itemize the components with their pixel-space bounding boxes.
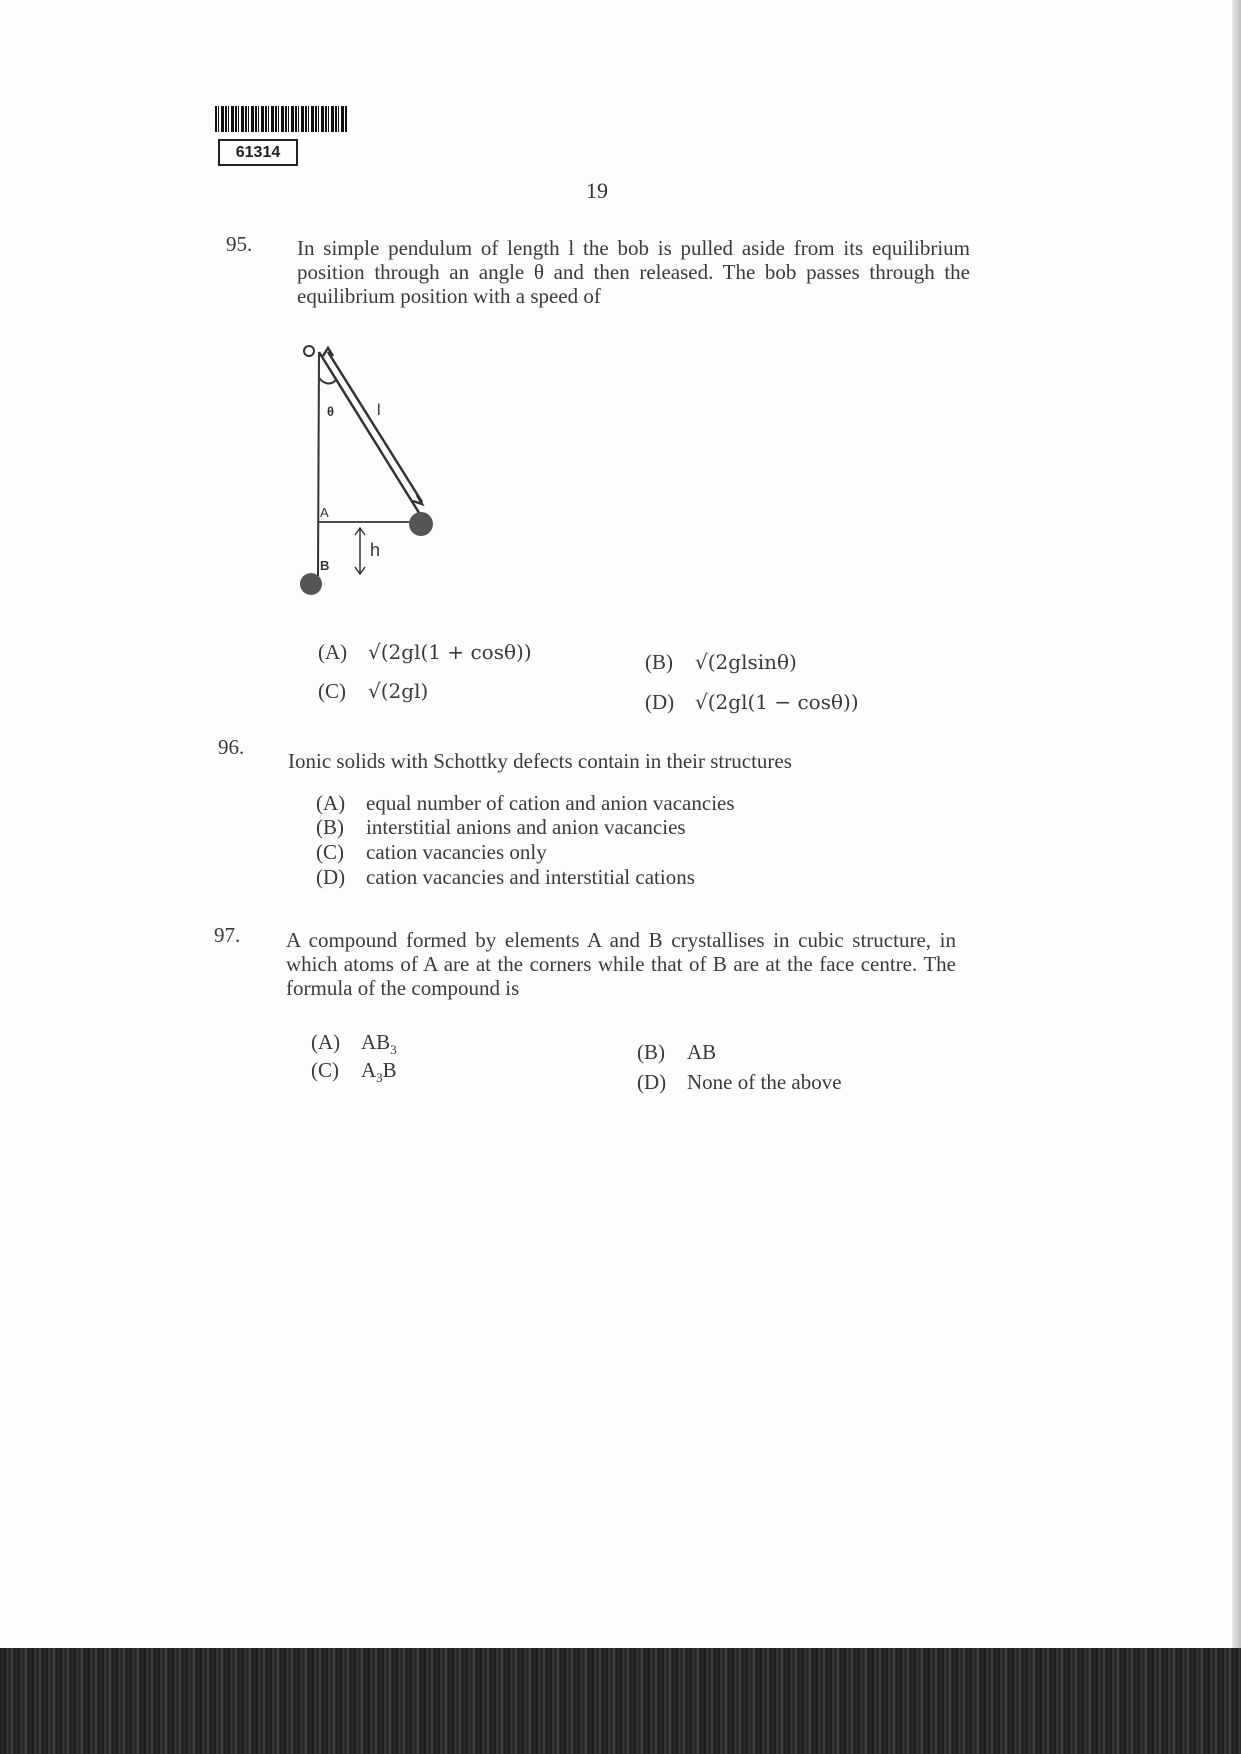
option-label: (B) (645, 650, 673, 674)
option-text: AB (361, 1030, 391, 1054)
option-text: √(2gl(1 + cosθ)) (368, 640, 532, 664)
q96-option-d (316, 865, 695, 890)
angle-label: θ (327, 404, 335, 419)
point-a-label: A (320, 505, 329, 520)
height-label: h (370, 540, 381, 560)
option-label: (D) (637, 1070, 667, 1094)
length-label: l (377, 402, 381, 419)
equilibrium-bob (300, 573, 322, 595)
option-label: (A) (316, 791, 346, 815)
option-label: (C) (316, 840, 344, 864)
option-label: (C) (318, 679, 346, 703)
displaced-string (319, 352, 421, 516)
option-text: √(2gl(1 − cosθ)) (695, 690, 859, 714)
option-text: interstitial anions and anion vacancies (366, 815, 686, 839)
option-label: (B) (316, 815, 344, 839)
option-label: (B) (637, 1040, 665, 1064)
option-text: √(2glsinθ) (695, 650, 797, 674)
option-text: cation vacancies and interstitial cations (366, 865, 695, 889)
option-label: (C) (311, 1058, 339, 1082)
q97-option-b (637, 1040, 716, 1065)
option-text: None of the above (687, 1070, 842, 1094)
option-label: (D) (316, 865, 346, 889)
scanner-background (0, 1648, 1241, 1754)
q96-option-c (316, 840, 547, 865)
q95-option-d (645, 690, 859, 715)
scan-edge (1232, 0, 1241, 1648)
option-label: (D) (645, 690, 675, 714)
option-subscript: 3 (390, 1042, 397, 1058)
displaced-bob (409, 512, 433, 536)
question-96-number: 96. (218, 735, 245, 759)
pivot-point (304, 346, 314, 356)
q96-option-b (316, 815, 686, 840)
option-text: √(2gl) (368, 679, 429, 703)
q95-option-c (318, 679, 428, 704)
question-97-text: A compound formed by elements A and B crystallises in cubic structure, in which atoms of A are at the corners while that of B are at the face centre. The formula of the compound is (286, 928, 956, 1000)
question-96-text: Ionic solids with Schottky defects contain in their structures (288, 749, 792, 773)
question-95-text: In simple pendulum of length l the bob is pulled aside from its equilibrium position through an angle θ and then released. The bob passes through the equilibrium position with a speed of (297, 236, 970, 308)
paper-code: 61314 (218, 139, 298, 166)
pendulum-diagram (298, 338, 448, 608)
length-arrow-head-bottom (413, 495, 422, 504)
question-97-number: 97. (214, 923, 241, 947)
option-text: equal number of cation and anion vacancies (366, 791, 735, 815)
option-text-post: B (382, 1058, 397, 1082)
q95-option-b (645, 650, 797, 675)
q97-option-d (637, 1070, 842, 1095)
option-text: AB (687, 1040, 717, 1064)
q97-option-c (311, 1058, 397, 1086)
q97-option-a (311, 1030, 397, 1058)
vertical-string (318, 352, 319, 576)
option-text: cation vacancies only (366, 840, 547, 864)
option-text-pre: A (361, 1058, 377, 1082)
option-label: (A) (318, 640, 348, 664)
length-arrow (328, 352, 422, 502)
question-95-number: 95. (226, 232, 253, 256)
option-label: (A) (311, 1030, 341, 1054)
option-subscript: 3 (376, 1070, 383, 1086)
q95-option-a (318, 640, 532, 665)
q96-option-a (316, 791, 735, 816)
page-number: 19 (586, 178, 608, 203)
angle-arc (319, 378, 336, 384)
point-b-label: B (320, 558, 330, 573)
barcode (215, 106, 347, 132)
